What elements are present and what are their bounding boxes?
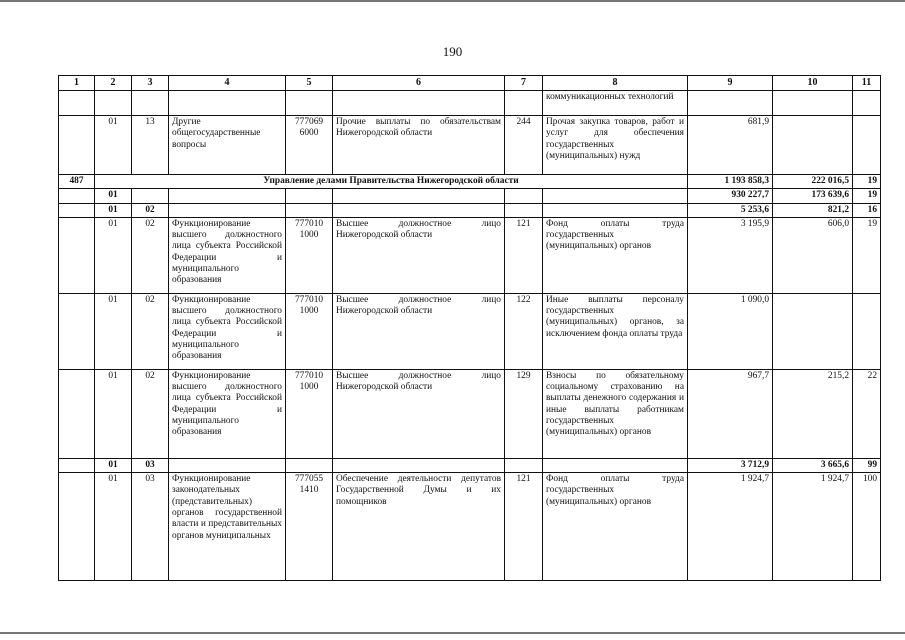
- subsection-code-cell: 02: [132, 203, 169, 217]
- table-row: [59, 217, 881, 293]
- amount-executed-cell: 606,0: [773, 217, 853, 293]
- percent-cell: 19: [853, 189, 881, 203]
- target-article-name-cell: Высшее должностное лицо Нижегородской области: [333, 369, 505, 458]
- expense-type-cell: Фонд оплаты труда государственных (муниципальных) органов: [543, 473, 688, 581]
- subsection-name-cell: Функционирование высшего должностного лица субъекта Российской Федерации и муниципального образования: [169, 293, 286, 369]
- table-row: [59, 369, 881, 458]
- section-total-row: [59, 189, 881, 203]
- subsection-name-cell: Другие общегосударственные вопросы: [169, 116, 286, 175]
- section-code-cell: 01: [95, 217, 132, 293]
- expense-type-cell: коммуникационных технологий: [543, 91, 688, 116]
- col-header-4: 4: [169, 76, 286, 91]
- department-name-cell: Управление делами Правительства Нижегородской области: [95, 175, 688, 189]
- subsection-code-cell: 13: [132, 116, 169, 175]
- department-code-cell: 487: [59, 175, 95, 189]
- subsection-code-cell: 02: [132, 217, 169, 293]
- amount-executed-cell: 222 016,5: [773, 175, 853, 189]
- percent-cell: [853, 293, 881, 369]
- amount-cell: 1 090,0: [688, 293, 773, 369]
- amount-executed-cell: 3 665,6: [773, 458, 853, 472]
- expense-code-cell: 122: [505, 293, 543, 369]
- subsection-name-cell: Функционирование высшего должностного лица субъекта Российской Федерации и муниципального образования: [169, 217, 286, 293]
- section-code-cell: 01: [95, 189, 132, 203]
- amount-cell: 3 195,9: [688, 217, 773, 293]
- col-header-6: 6: [333, 76, 505, 91]
- amount-cell: 3 712,9: [688, 458, 773, 472]
- subsection-name-cell: Функционирование законодательных (представительных) органов государственной власти и представительных органов муниципальных: [169, 473, 286, 581]
- subsection-total-row: [59, 203, 881, 217]
- amount-cell: 1 193 858,3: [688, 175, 773, 189]
- section-code-cell: 01: [95, 369, 132, 458]
- target-article-cell: 777069 6000: [286, 116, 333, 175]
- percent-cell: 99: [853, 458, 881, 472]
- table-row: [59, 91, 881, 116]
- subsection-total-row: [59, 458, 881, 472]
- page-number: 190: [442, 44, 463, 59]
- col-header-9: 9: [688, 76, 773, 91]
- amount-cell: 1 924,7: [688, 473, 773, 581]
- table-row: [59, 473, 881, 581]
- expense-code-cell: 244: [505, 116, 543, 175]
- amount-cell: 967,7: [688, 369, 773, 458]
- amount-cell: 5 253,6: [688, 203, 773, 217]
- target-article-name-cell: Высшее должностное лицо Нижегородской области: [333, 217, 505, 293]
- section-code-cell: 01: [95, 203, 132, 217]
- expense-type-cell: Иные выплаты персоналу государственных (муниципальных) органов, за исключением фонда оплаты труда: [543, 293, 688, 369]
- percent-cell: 19: [853, 175, 881, 189]
- percent-cell: 16: [853, 203, 881, 217]
- department-row: [59, 175, 881, 189]
- percent-cell: 19: [853, 217, 881, 293]
- col-header-2: 2: [95, 76, 132, 91]
- section-code-cell: 01: [95, 458, 132, 472]
- col-header-10: 10: [773, 76, 853, 91]
- col-header-1: 1: [59, 76, 95, 91]
- col-header-5: 5: [286, 76, 333, 91]
- subsection-code-cell: 02: [132, 293, 169, 369]
- amount-executed-cell: [773, 293, 853, 369]
- percent-cell: 22: [853, 369, 881, 458]
- subsection-code-cell: 02: [132, 369, 169, 458]
- table-row: [59, 116, 881, 175]
- section-code-cell: 01: [95, 473, 132, 581]
- target-article-cell: 777010 1000: [286, 369, 333, 458]
- scan-edge-bottom: [0, 632, 905, 634]
- col-header-7: 7: [505, 76, 543, 91]
- subsection-code-cell: 03: [132, 473, 169, 581]
- scan-edge-top: [0, 0, 905, 2]
- budget-table: [58, 75, 881, 581]
- amount-executed-cell: 215,2: [773, 369, 853, 458]
- amount-executed-cell: 821,2: [773, 203, 853, 217]
- subsection-code-cell: 03: [132, 458, 169, 472]
- expense-type-cell: Прочая закупка товаров, работ и услуг для обеспечения государственных (муниципальных) нужд: [543, 116, 688, 175]
- col-header-8: 8: [543, 76, 688, 91]
- expense-type-cell: Фонд оплаты труда государственных (муниципальных) органов: [543, 217, 688, 293]
- amount-executed-cell: 1 924,7: [773, 473, 853, 581]
- section-code-cell: 01: [95, 293, 132, 369]
- section-code-cell: 01: [95, 116, 132, 175]
- target-article-cell: 777010 1000: [286, 293, 333, 369]
- target-article-cell: 777055 1410: [286, 473, 333, 581]
- table-row: [59, 293, 881, 369]
- amount-executed-cell: [773, 116, 853, 175]
- subsection-name-cell: Функционирование высшего должностного лица субъекта Российской Федерации и муниципального образования: [169, 369, 286, 458]
- target-article-name-cell: Высшее должностное лицо Нижегородской области: [333, 293, 505, 369]
- table-header-row: [59, 76, 881, 91]
- expense-code-cell: 121: [505, 473, 543, 581]
- col-header-11: 11: [853, 76, 881, 91]
- col-header-3: 3: [132, 76, 169, 91]
- expense-code-cell: 121: [505, 217, 543, 293]
- amount-cell: 681,9: [688, 116, 773, 175]
- expense-type-cell: Взносы по обязательному социальному страхованию на выплаты денежного содержания и иные выплаты работникам государственных (муниципальных) органов: [543, 369, 688, 458]
- target-article-cell: 777010 1000: [286, 217, 333, 293]
- target-article-name-cell: Обеспечение деятельности депутатов Государственной Думы и их помощников: [333, 473, 505, 581]
- percent-cell: [853, 116, 881, 175]
- percent-cell: 100: [853, 473, 881, 581]
- amount-cell: 930 227,7: [688, 189, 773, 203]
- target-article-name-cell: Прочие выплаты по обязательствам Нижегородской области: [333, 116, 505, 175]
- expense-code-cell: 129: [505, 369, 543, 458]
- amount-executed-cell: 173 639,6: [773, 189, 853, 203]
